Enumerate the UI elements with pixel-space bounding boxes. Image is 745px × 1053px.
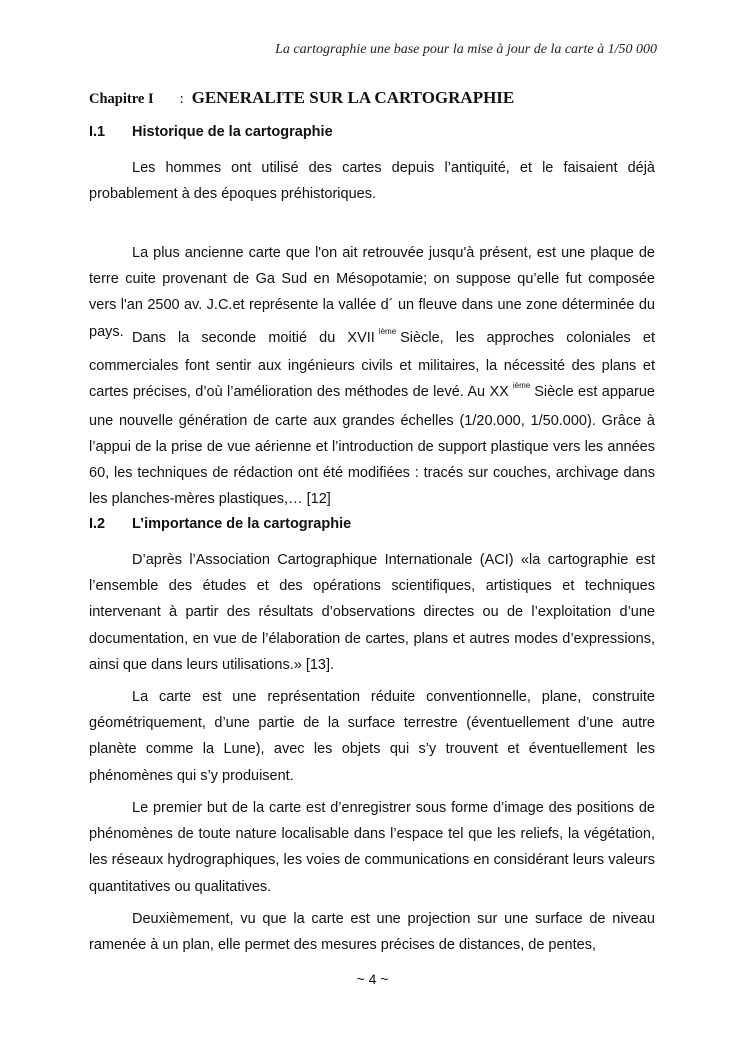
chapter-label: Chapitre I xyxy=(89,91,154,107)
paragraph-text: Siècle, les approches coloniales et commerciales font sentir aux ingénieurs civils et militaires, la nécessité des plans et cartes précises, d’où l’amélioration des méthodes de levé. Au XX xyxy=(89,330,655,401)
chapter-heading xyxy=(89,88,659,108)
superscript-ieme: ième xyxy=(378,327,397,336)
section-number: I.1 xyxy=(89,124,106,140)
paragraph-history-centuries xyxy=(89,325,655,512)
running-header: La cartographie une base pour la mise à jour de la carte à 1/50 000 xyxy=(275,42,657,57)
section-title: L’importance de la cartographie xyxy=(132,516,352,532)
section-title: Historique de la cartographie xyxy=(132,124,333,140)
chapter-title: GENERALITE SUR LA CARTOGRAPHIE xyxy=(191,88,515,107)
paragraph-aci-definition: D’après l’Association Cartographique Internationale (ACI) «la cartographie est l’ensemble des études et des opérations scientifiques, artistiques et techniques intervenant à partir des résultats d’observations directes ou de l’exploitation d’une documentation, en vue de l’élaboration de cartes, plans et autres modes d’expressions, ainsi que dans leurs utilisations.» [13]. xyxy=(89,552,655,673)
chapter-separator: : xyxy=(179,91,184,107)
section-heading-i1 xyxy=(89,124,333,140)
section-number: I.2 xyxy=(89,516,106,532)
page-number: ~ 4 ~ xyxy=(356,971,389,987)
section-heading-i2 xyxy=(89,516,351,532)
paragraph-antiquity: Les hommes ont utilisé des cartes depuis l’antiquité, et le faisaient déjà probablement à des époques préhistoriques. xyxy=(89,160,655,203)
paragraph-second-purpose: Deuxièmement, vu que la carte est une projection sur une surface de niveau ramenée à un plan, elle permet des mesures précises de distances, de pentes, xyxy=(89,911,655,954)
paragraph-oldest-map: La plus ancienne carte que l'on ait retrouvée jusqu'à présent, est une plaque de terre cuite provenant de Ga Sud en Mésopotamie; on suppose qu’elle fut composée vers l'an 2500 av. J.C.et représente la vallée d´ un fleuve dans une zone déterminée du pays. xyxy=(89,245,655,340)
paragraph-text: Dans la seconde moitié du XVII xyxy=(132,330,375,346)
paragraph-first-purpose: Le premier but de la carte est d’enregistrer sous forme d’image des positions de phénomènes de toute nature localisable dans l’espace tel que les reliefs, la végétation, les réseaux hydrographiques, les voies de communications en considérant leurs valeurs quantitatives ou qualitatives. xyxy=(89,800,655,895)
paragraph-text: Siècle est apparue une nouvelle génération de carte aux grandes échelles (1/20.000, 1/50.000). Grâce à l’appui de la prise de vue aérienne et l’introduction de support plastique vers les années 60, les techniques de rédaction ont été modifiées : tracés sur couches, archivage dans les planches-mères plastiques,… [12] xyxy=(89,384,655,508)
superscript-ieme: ième xyxy=(512,381,531,391)
paragraph-map-definition: La carte est une représentation réduite conventionnelle, plane, construite géométriquement, d’une partie de la surface terrestre (éventuellement d’une autre planète comme la Lune), avec les objets qui s’y trouvent et éventuellement les phénomènes qui s’y produisent. xyxy=(89,689,655,784)
